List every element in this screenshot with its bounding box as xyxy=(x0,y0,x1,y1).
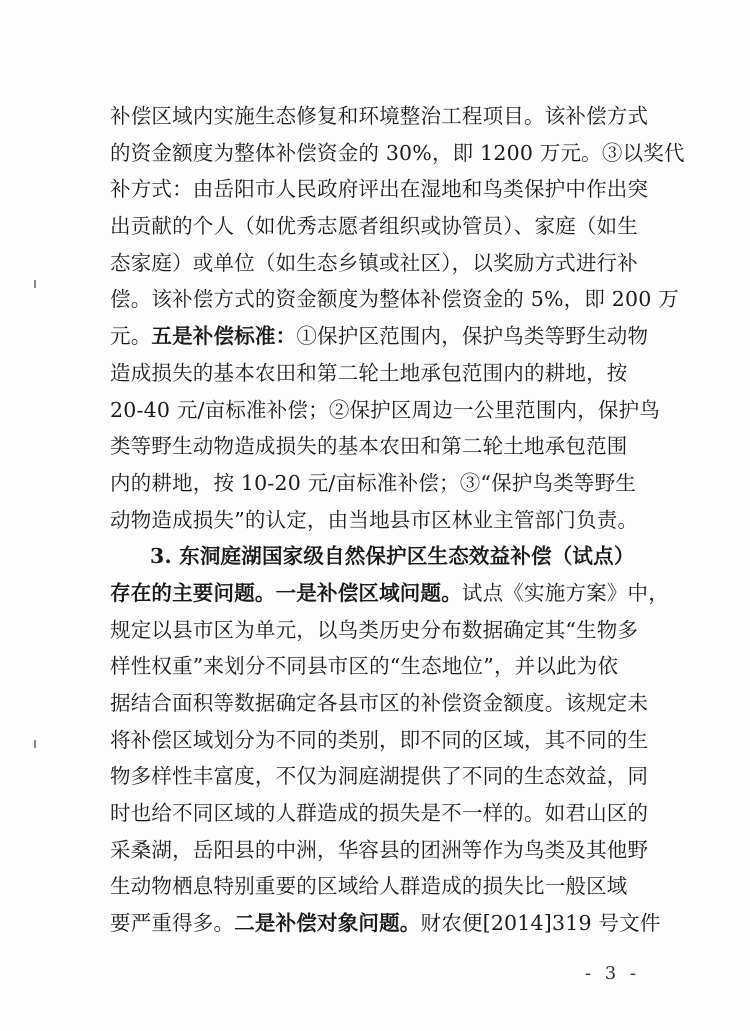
text-run: 将补偿区域划分为不同的类别，即不同的区域，其不同的生 xyxy=(110,727,649,752)
text-line xyxy=(110,281,679,318)
scan-mark xyxy=(34,740,36,748)
text-run: 类等野生动物造成损失的基本农田和第二轮土地承包范围 xyxy=(110,434,628,459)
text-line xyxy=(110,905,661,942)
text-line xyxy=(110,795,649,832)
text-line xyxy=(110,392,661,429)
text-line xyxy=(110,465,640,502)
text-run: 补偿区域内实施生态修复和环境整治工程项目。该补偿方式 xyxy=(110,104,649,128)
scan-mark xyxy=(34,280,36,288)
text-run: 据结合面积等数据确定各县市区的补偿资金额度。该规定未 xyxy=(110,691,649,715)
text-line xyxy=(110,612,640,649)
text-line xyxy=(110,722,649,759)
text-line xyxy=(110,318,649,355)
text-run: 造成损失的基本农田和第二轮土地承包范围内的耕地，按 xyxy=(110,360,628,385)
text-run: 动物造成损失”的认定，由当地县市区林业主管部门负责。 xyxy=(110,507,639,532)
text-run: 偿。该补偿方式的资金额度为整体补偿资金的 5%，即 200 万 xyxy=(110,287,679,312)
text-line xyxy=(110,208,640,245)
text-line xyxy=(110,868,640,905)
bold-text: 3. 东洞庭湖国家级自然保护区生态效益补偿（试点） xyxy=(150,544,635,569)
text-line xyxy=(110,98,649,135)
text-run: 试点《实施方案》中， xyxy=(461,580,669,605)
bold-text: 存在的主要问题。一是补偿区域问题。 xyxy=(110,580,462,605)
text-line xyxy=(110,135,685,172)
text-line xyxy=(110,355,640,392)
text-run: 元。 xyxy=(110,324,152,349)
text-run: ①保护区范围内，保护鸟类等野生动物 xyxy=(296,324,649,349)
text-line xyxy=(110,245,640,282)
text-run: 内的耕地，按 10-20 元/亩标准补偿；③“保护鸟类等野生 xyxy=(110,470,637,495)
text-run: 20-40 元/亩标准补偿；②保护区周边一公里范围内，保护鸟 xyxy=(110,397,661,422)
body-text xyxy=(110,98,685,942)
text-run: 采桑湖，岳阳县的中洲，华容县的团洲等作为鸟类及其他野 xyxy=(110,837,649,862)
text-line xyxy=(110,832,649,869)
text-run: 规定以县市区为单元，以鸟类历史分布数据确定其“生物多 xyxy=(110,617,639,642)
text-line xyxy=(110,758,649,795)
text-run: 样性权重”来划分不同县市区的“生态地位”，并以此为依 xyxy=(110,654,619,679)
text-line xyxy=(110,538,640,575)
page-number: - 3 - xyxy=(584,963,640,984)
text-line xyxy=(110,685,649,722)
bold-text: 五是补偿标准： xyxy=(151,324,297,349)
text-run: 的资金额度为整体补偿资金的 30%，即 1200 万元。③以奖代 xyxy=(110,140,685,165)
text-run: 出贡献的个人（如优秀志愿者组织或协管员）、家庭（如生 xyxy=(110,214,638,239)
text-line xyxy=(110,502,640,539)
bold-text: 二是补偿对象问题。 xyxy=(234,911,421,936)
text-line xyxy=(110,428,640,465)
text-line xyxy=(110,171,649,208)
text-run: 态家庭）或单位（如生态乡镇或社区），以奖励方式进行补 xyxy=(110,250,638,275)
text-run: 财农便[2014]319 号文件 xyxy=(420,911,661,936)
text-line xyxy=(110,648,640,685)
text-run: 要严重得多。 xyxy=(110,911,235,936)
text-run: 补方式：由岳阳市人民政府评出在湿地和鸟类保护中作出突 xyxy=(110,177,649,202)
text-line xyxy=(110,575,669,612)
text-run: 物多样性丰富度，不仅为洞庭湖提供了不同的生态效益，同 xyxy=(110,764,649,789)
text-run: 时也给不同区域的人群造成的损失是不一样的。如君山区的 xyxy=(110,801,649,826)
text-run: 生动物栖息特别重要的区域给人群造成的损失比一般区域 xyxy=(110,874,628,899)
